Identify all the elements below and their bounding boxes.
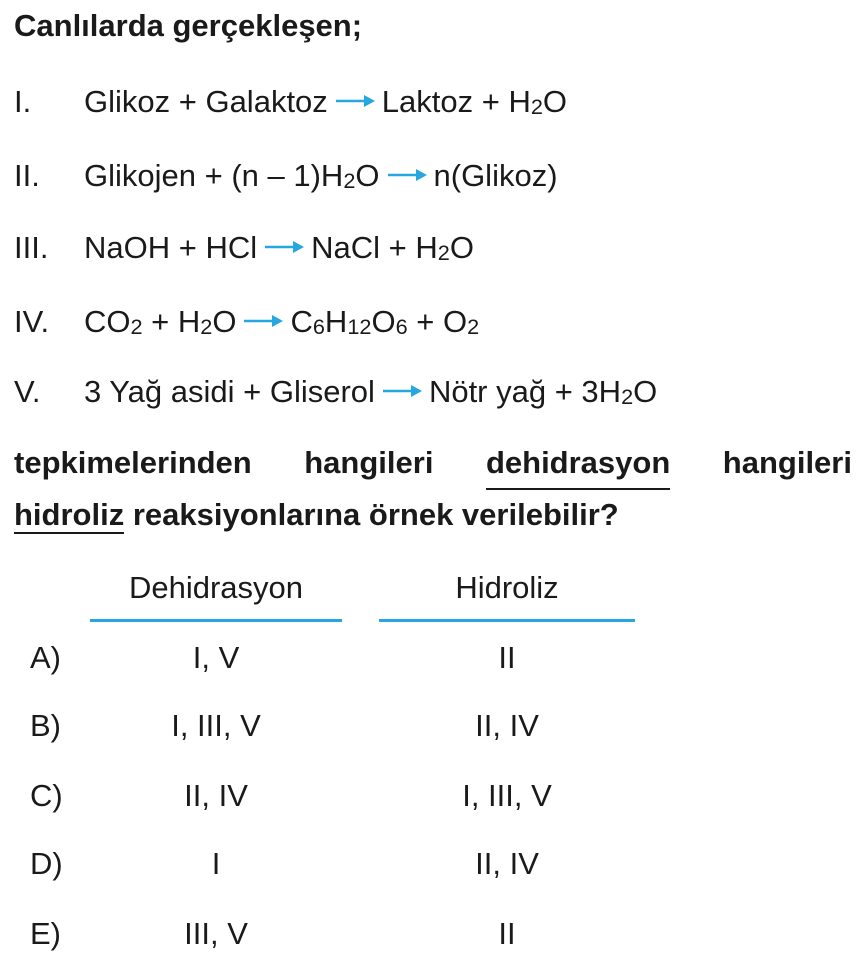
formula-text: O <box>449 230 474 265</box>
subscript: 2 <box>530 94 543 120</box>
answer-option[interactable] <box>0 640 867 686</box>
right-arrow-icon <box>263 240 305 254</box>
reaction-number: IV. <box>14 304 50 339</box>
option-letter: A) <box>30 640 61 675</box>
reaction-equation <box>84 300 479 344</box>
formula-text: O <box>355 158 380 193</box>
subscript: 6 <box>312 314 325 340</box>
option-dehydration-value: II, IV <box>184 778 248 813</box>
option-dehydration-value: I, III, V <box>171 708 261 743</box>
reaction-row <box>14 154 558 198</box>
right-arrow-icon <box>334 94 376 108</box>
keyword-dehydration: dehidrasyon <box>486 438 670 490</box>
option-dehydration-value: III, V <box>184 916 248 951</box>
option-hydrolysis-value: II <box>498 640 516 675</box>
right-arrow-icon <box>242 314 284 328</box>
right-arrow-icon <box>386 168 428 182</box>
reaction-equation <box>84 80 567 124</box>
subscript: 2 <box>467 314 480 340</box>
option-hydrolysis-value: II <box>498 916 516 951</box>
option-hydrolysis-value: II, IV <box>475 708 539 743</box>
formula-text: O <box>212 304 237 339</box>
reaction-equation <box>84 154 558 198</box>
formula-text: + O <box>407 304 468 339</box>
formula-text: n(Glikoz) <box>433 158 558 193</box>
reaction-row <box>14 300 479 344</box>
formula-text: CO <box>84 304 131 339</box>
column-header-dehydration: Dehidrasyon <box>128 570 304 605</box>
reaction-number: III. <box>14 230 49 265</box>
reaction-equation <box>84 370 657 414</box>
column-rule-hydrolysis <box>379 619 635 622</box>
question-word: hangileri <box>304 445 434 480</box>
keyword-hydrolysis: hidroliz <box>14 497 125 532</box>
question-word: tepkimelerinden <box>14 445 252 480</box>
subscript: 2 <box>130 314 143 340</box>
subscript: 2 <box>343 168 356 194</box>
formula-text: O <box>371 304 396 339</box>
formula-text: H <box>324 304 348 339</box>
formula-text: 3 Yağ asidi + Gliserol <box>84 374 375 409</box>
question-text <box>14 438 852 540</box>
formula-text: Nötr yağ + 3H <box>428 374 622 409</box>
formula-text: Glikoz + Galaktoz <box>84 84 328 119</box>
subscript: 2 <box>200 314 213 340</box>
formula-text: Glikojen + (n – 1)H <box>84 158 344 193</box>
question-line-2 <box>14 490 852 540</box>
formula-text: + H <box>142 304 201 339</box>
reaction-number: V. <box>14 374 41 409</box>
answer-option[interactable] <box>0 846 867 892</box>
reaction-equation <box>84 226 474 270</box>
reaction-row <box>14 80 567 124</box>
reaction-number: I. <box>14 84 32 119</box>
option-dehydration-value: I, V <box>192 640 240 675</box>
reaction-row <box>14 226 474 270</box>
subscript: 6 <box>395 314 408 340</box>
intro-title: Canlılarda gerçekleşen; <box>14 8 363 43</box>
option-letter: C) <box>30 778 63 813</box>
reaction-number: II. <box>14 158 40 193</box>
formula-text: NaOH + HCl <box>84 230 258 265</box>
formula-text: C <box>290 304 313 339</box>
option-dehydration-value: I <box>211 846 221 881</box>
question-word: hangileri <box>722 445 852 480</box>
question-rest: reaksiyonlarına örnek verilebilir? <box>124 497 619 532</box>
option-letter: E) <box>30 916 61 951</box>
option-letter: D) <box>30 846 63 881</box>
answer-option[interactable] <box>0 916 867 962</box>
subscript: 2 <box>621 384 634 410</box>
option-hydrolysis-value: I, III, V <box>462 778 552 813</box>
right-arrow-icon <box>381 384 423 398</box>
formula-text: O <box>633 374 658 409</box>
subscript: 12 <box>347 314 372 340</box>
answer-option[interactable] <box>0 778 867 824</box>
column-header-hydrolysis: Hidroliz <box>455 570 559 605</box>
formula-text: Laktoz + H <box>381 84 531 119</box>
subscript: 2 <box>437 240 450 266</box>
option-letter: B) <box>30 708 61 743</box>
answer-option[interactable] <box>0 708 867 754</box>
formula-text: NaCl + H <box>311 230 438 265</box>
question-line-1 <box>14 438 852 490</box>
column-rule-dehydration <box>90 619 342 622</box>
reaction-row <box>14 370 657 414</box>
option-hydrolysis-value: II, IV <box>475 846 539 881</box>
formula-text: O <box>542 84 568 119</box>
